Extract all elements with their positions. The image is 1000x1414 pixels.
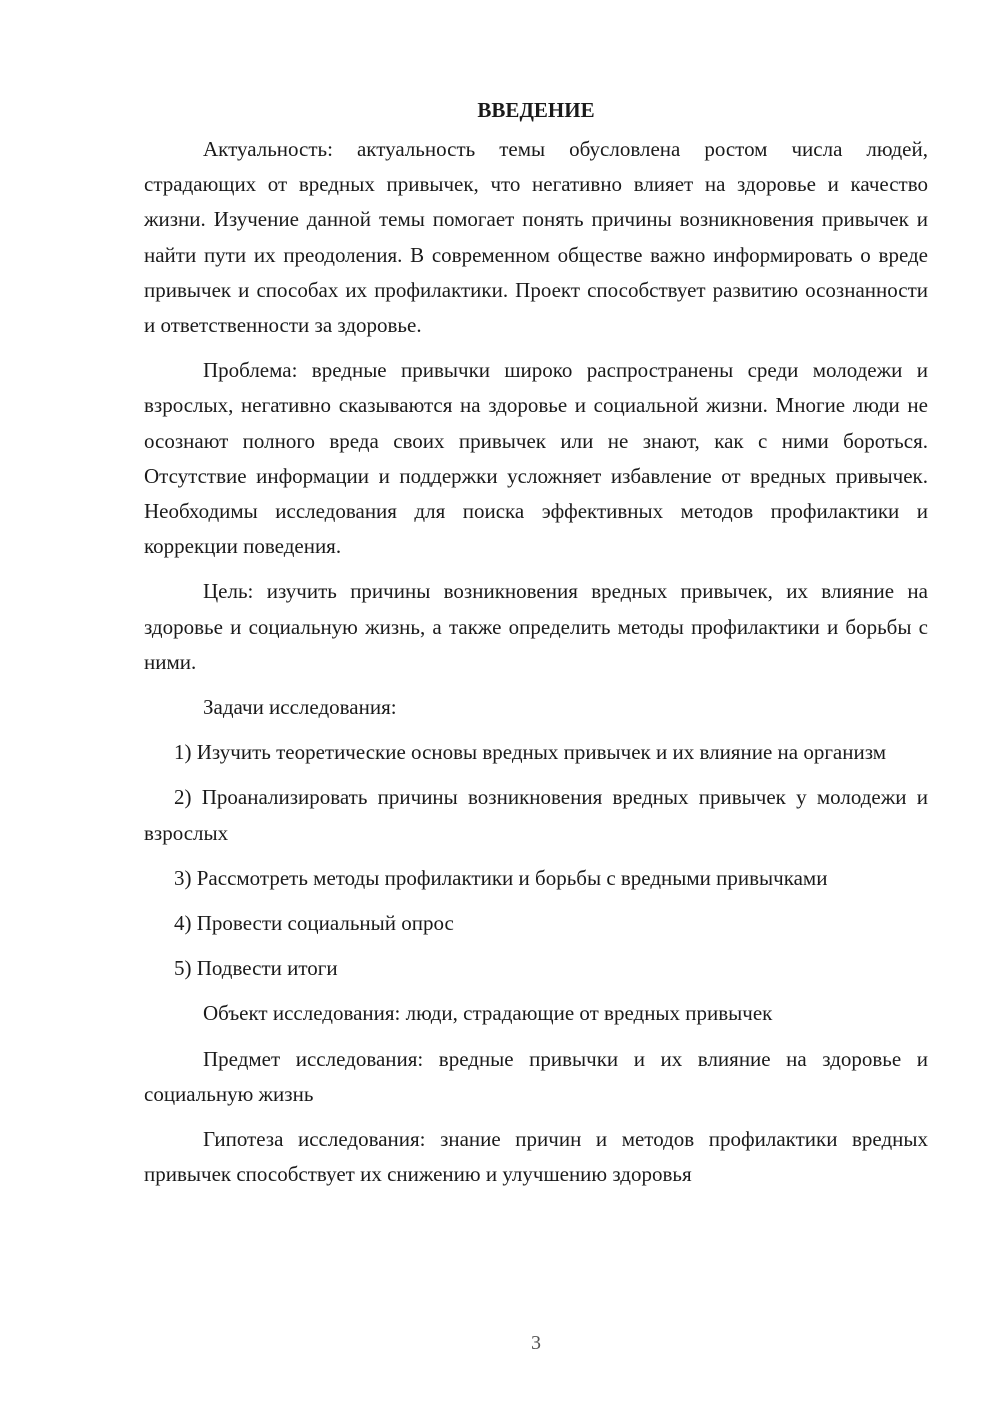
task-item-1: 1) Изучить теоретические основы вредных привычек и их влияние на организм <box>174 740 887 765</box>
paragraph-relevance: Актуальность: актуальность темы обусловлена ростом числа людей, страдающих от вредных привычек, что негативно влияет на здоровье и качество жизни. Изучение данной темы помогает понять причины возникновения привычек и найти пути их преодоления. В современном обществе важно информировать о вреде привычек и способах их профилактики. Проект способствует развитию осознанности и ответственности за здоровье. <box>144 137 928 338</box>
task-item-2: 2) Проанализировать причины возникновения вредных привычек у молодежи и взрослых <box>144 785 928 845</box>
section-title: ВВЕДЕНИЕ <box>477 98 595 122</box>
paragraph-goal: Цель: изучить причины возникновения вредных привычек, их влияние на здоровье и социальную жизнь, а также определить методы профилактики и борьбы с ними. <box>144 579 928 674</box>
paragraph-problem: Проблема: вредные привычки широко распространены среди молодежи и взрослых, негативно сказываются на здоровье и социальной жизни. Многие люди не осознают полного вреда своих привычек или не знают, как с ними бороться. Отсутствие информации и поддержки усложняет избавление от вредных привычек. Необходимы исследования для поиска эффективных методов профилактики и коррекции поведения. <box>144 358 928 559</box>
task-item-5: 5) Подвести итоги <box>174 956 338 981</box>
document-page <box>144 92 928 1192</box>
paragraph-object: Объект исследования: люди, страдающие от вредных привычек <box>203 1001 773 1026</box>
task-item-4: 4) Провести социальный опрос <box>174 911 454 936</box>
tasks-heading: Задачи исследования: <box>203 695 397 720</box>
page-number: 3 <box>531 1332 541 1354</box>
task-item-3: 3) Рассмотреть методы профилактики и борьбы с вредными привычками <box>174 865 828 890</box>
paragraph-hypothesis: Гипотеза исследования: знание причин и методов профилактики вредных привычек способствует их снижению и улучшению здоровья <box>144 1127 928 1187</box>
paragraph-subject: Предмет исследования: вредные привычки и их влияние на здоровье и социальную жизнь <box>144 1046 928 1106</box>
